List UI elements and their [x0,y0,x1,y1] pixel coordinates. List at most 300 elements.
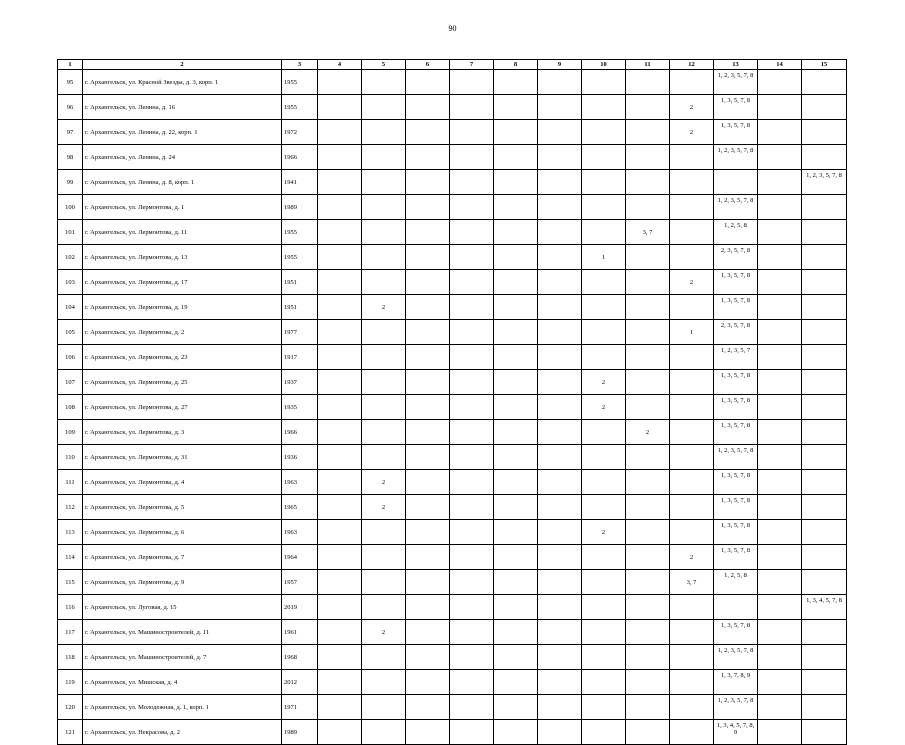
table-cell [538,695,582,720]
table-cell [802,145,847,170]
table-cell [626,695,670,720]
column-header-5: 5 [362,60,406,70]
table-cell: 2 [362,620,406,645]
table-cell: 1, 2, 5, 8 [714,220,758,245]
year-cell: 1955 [282,95,318,120]
table-cell [362,395,406,420]
table-cell: 2 [670,270,714,295]
table-cell [362,570,406,595]
table-cell [758,145,802,170]
row-number-cell: 112 [58,495,83,520]
table-cell [626,520,670,545]
table-header-row [58,60,847,70]
table-cell: 1, 3, 5, 7, 8 [714,545,758,570]
table-row [58,445,847,470]
table-row [58,395,847,420]
table-cell: 1, 2, 3, 5, 7 [714,345,758,370]
table-cell [318,245,362,270]
year-cell: 1951 [282,295,318,320]
table-cell [494,370,538,395]
table-cell: 3, 7 [626,220,670,245]
table-cell [802,420,847,445]
table-cell [626,195,670,220]
table-cell [406,570,450,595]
table-cell [582,120,626,145]
table-cell [626,495,670,520]
table-row [58,495,847,520]
table-cell [450,395,494,420]
table-cell [758,270,802,295]
row-number-cell: 118 [58,645,83,670]
table-cell: 1, 2, 3, 5, 7, 8 [802,170,847,195]
table-cell [802,270,847,295]
table-cell [538,145,582,170]
table-cell [626,470,670,495]
table-cell [318,695,362,720]
row-number-cell: 103 [58,270,83,295]
table-cell [758,670,802,695]
table-cell [670,695,714,720]
table-cell [538,395,582,420]
year-cell: 1941 [282,170,318,195]
table-cell [802,520,847,545]
year-cell: 1963 [282,470,318,495]
table-cell [406,670,450,695]
column-header-8: 8 [494,60,538,70]
table-cell [494,420,538,445]
row-number-cell: 117 [58,620,83,645]
table-cell: 2, 3, 5, 7, 8 [714,320,758,345]
table-row [58,370,847,395]
table-cell [450,670,494,695]
table-cell [758,320,802,345]
table-cell [802,445,847,470]
table-cell: 2 [626,420,670,445]
table-cell [802,495,847,520]
table-cell [494,395,538,420]
table-cell [450,445,494,470]
table-cell [626,645,670,670]
table-cell [670,245,714,270]
table-row [58,720,847,745]
table-cell [758,245,802,270]
table-row [58,570,847,595]
year-cell: 1971 [282,695,318,720]
table-cell [802,70,847,95]
table-cell [670,620,714,645]
table-cell [362,345,406,370]
table-cell [670,670,714,695]
table-cell [494,170,538,195]
table-cell [802,695,847,720]
table-cell [670,145,714,170]
table-cell [406,320,450,345]
table-cell [758,545,802,570]
row-number-cell: 110 [58,445,83,470]
address-cell: г. Архангельск, ул. Машиностроителей, д. 11 [83,620,282,645]
table-cell [802,570,847,595]
table-cell: 1, 2, 3, 5, 7, 8 [714,145,758,170]
table-cell [582,720,626,745]
table-cell [362,695,406,720]
table-cell [362,70,406,95]
table-cell [406,595,450,620]
address-cell: г. Архангельск, ул. Лермонтова, д. 23 [83,345,282,370]
row-number-cell: 104 [58,295,83,320]
row-number-cell: 100 [58,195,83,220]
table-cell [758,595,802,620]
table-cell [670,295,714,320]
table-cell [318,195,362,220]
table-cell [450,320,494,345]
table-cell [582,595,626,620]
table-cell [494,145,538,170]
table-cell [538,195,582,220]
table-cell [758,220,802,245]
table-cell [538,720,582,745]
table-cell: 2 [670,120,714,145]
table-cell [582,195,626,220]
table-cell [670,220,714,245]
table-cell: 1 [582,245,626,270]
table-row [58,170,847,195]
table-cell [450,520,494,545]
table-cell [318,395,362,420]
table-cell [406,445,450,470]
address-cell: г. Архангельск, ул. Лермонтова, д. 9 [83,570,282,595]
table-cell [494,595,538,620]
table-cell [802,395,847,420]
table-cell [362,320,406,345]
table-row [58,220,847,245]
column-header-4: 4 [318,60,362,70]
table-cell [318,370,362,395]
address-cell: г. Архангельск, ул. Лермонтова, д. 13 [83,245,282,270]
table-cell [494,70,538,95]
table-cell [758,120,802,145]
year-cell: 1936 [282,445,318,470]
table-cell [626,570,670,595]
address-cell: г. Архангельск, ул. Мишская, д. 4 [83,670,282,695]
table-cell: 1, 2, 3, 5, 7, 8 [714,645,758,670]
table-cell [450,470,494,495]
table-cell [802,120,847,145]
year-cell: 1966 [282,145,318,170]
address-cell: г. Архангельск, ул. Лермонтова, д. 1 [83,195,282,220]
column-header-13: 13 [714,60,758,70]
table-cell [538,470,582,495]
year-cell: 1937 [282,370,318,395]
year-cell: 2019 [282,595,318,620]
table-cell [626,445,670,470]
row-number-cell: 113 [58,520,83,545]
table-cell [582,420,626,445]
table-cell [362,220,406,245]
table-cell: 1, 2, 3, 5, 7, 8 [714,195,758,220]
table-cell [494,95,538,120]
year-cell: 1965 [282,495,318,520]
table-cell [626,295,670,320]
column-header-10: 10 [582,60,626,70]
address-cell: г. Архангельск, ул. Лермонтова, д. 7 [83,545,282,570]
table-cell [758,695,802,720]
table-cell [582,345,626,370]
table-cell [406,695,450,720]
table-cell [362,445,406,470]
year-cell: 1935 [282,395,318,420]
table-cell [626,620,670,645]
buildings-table [57,59,847,745]
row-number-cell: 98 [58,145,83,170]
row-number-cell: 97 [58,120,83,145]
year-cell: 1955 [282,220,318,245]
table-cell [670,720,714,745]
row-number-cell: 121 [58,720,83,745]
table-cell [450,70,494,95]
table-cell [318,645,362,670]
table-cell [318,220,362,245]
table-cell [450,570,494,595]
table-row [58,470,847,495]
table-cell: 1, 2, 3, 5, 7, 8 [714,695,758,720]
table-cell [670,645,714,670]
table-cell [582,270,626,295]
table-cell [318,545,362,570]
table-cell [802,295,847,320]
table-row [58,420,847,445]
table-cell [362,170,406,195]
table-cell [626,170,670,195]
year-cell: 1955 [282,70,318,95]
table-cell [582,170,626,195]
table-cell [538,445,582,470]
table-cell [406,245,450,270]
table-cell [670,445,714,470]
table-cell [538,70,582,95]
table-cell [494,220,538,245]
table-cell [318,670,362,695]
year-cell: 2012 [282,670,318,695]
table-cell [626,670,670,695]
table-cell [582,445,626,470]
table-row [58,145,847,170]
table-cell [318,470,362,495]
address-cell: г. Архангельск, ул. Лермонтова, д. 5 [83,495,282,520]
table-cell [362,270,406,295]
table-cell [626,145,670,170]
table-cell [318,170,362,195]
table-cell [758,620,802,645]
table-cell [362,595,406,620]
address-cell: г. Архангельск, ул. Лермонтова, д. 6 [83,520,282,545]
table-cell [494,695,538,720]
table-cell [450,295,494,320]
address-cell: г. Архангельск, ул. Ленина, д. 16 [83,95,282,120]
year-cell: 1957 [282,570,318,595]
table-cell [538,495,582,520]
table-cell [538,220,582,245]
address-cell: г. Архангельск, ул. Молодежная, д. 1, корп. 1 [83,695,282,720]
table-cell [494,470,538,495]
table-cell [406,470,450,495]
column-header-2: 2 [83,60,282,70]
table-cell [538,170,582,195]
table-cell [318,95,362,120]
column-header-7: 7 [450,60,494,70]
page-number: 90 [448,24,457,33]
table-cell [758,495,802,520]
table-cell [318,295,362,320]
table-cell [450,245,494,270]
table-cell: 1, 3, 5, 7, 8 [714,620,758,645]
table-cell [406,95,450,120]
table-cell: 1, 3, 5, 7, 8 [714,420,758,445]
table-cell [450,595,494,620]
table-cell [318,420,362,445]
table-cell [758,420,802,445]
table-cell [406,345,450,370]
table-cell: 2 [582,395,626,420]
table-cell [318,495,362,520]
table-cell [626,345,670,370]
table-cell [494,195,538,220]
address-cell: г. Архангельск, ул. Красной Звезды, д. 3, корп. 1 [83,70,282,95]
table-cell [406,520,450,545]
table-cell: 1, 3, 5, 7, 8 [714,270,758,295]
table-body [58,70,847,745]
table-cell [538,95,582,120]
table-row [58,545,847,570]
table-cell [494,445,538,470]
table-cell [494,520,538,545]
year-cell: 1989 [282,195,318,220]
table-cell [714,170,758,195]
table-cell [626,120,670,145]
table-cell [538,570,582,595]
table-cell [758,195,802,220]
table-cell [450,545,494,570]
table-cell [450,170,494,195]
table-cell: 2 [670,545,714,570]
table-cell [362,120,406,145]
table-cell [318,445,362,470]
table-cell [670,195,714,220]
table-cell [802,245,847,270]
table-cell [318,120,362,145]
table-cell [670,345,714,370]
table-cell [802,620,847,645]
address-cell: г. Архангельск, ул. Луговая, д. 15 [83,595,282,620]
table-cell [538,670,582,695]
table-cell [406,495,450,520]
address-cell: г. Архангельск, ул. Лермонтова, д. 4 [83,470,282,495]
table-cell: 1, 3, 5, 7, 8 [714,495,758,520]
table-cell: 1, 3, 5, 7, 8 [714,370,758,395]
row-number-cell: 116 [58,595,83,620]
table-cell [582,695,626,720]
table-cell [670,495,714,520]
row-number-cell: 105 [58,320,83,345]
year-cell: 1966 [282,420,318,445]
column-header-11: 11 [626,60,670,70]
table-cell [670,170,714,195]
table-cell: 2 [362,495,406,520]
table-cell [802,720,847,745]
table-cell: 1, 2, 3, 5, 7, 8 [714,70,758,95]
table-row [58,295,847,320]
table-cell [318,570,362,595]
year-cell: 1977 [282,320,318,345]
table-cell [802,645,847,670]
year-cell: 1961 [282,620,318,645]
year-cell: 1989 [282,720,318,745]
table-cell: 2 [582,520,626,545]
table-cell [802,345,847,370]
table-cell [406,220,450,245]
table-row [58,245,847,270]
table-row [58,270,847,295]
table-row [58,670,847,695]
table-cell: 1, 2, 3, 5, 7, 8 [714,445,758,470]
address-cell: г. Архангельск, ул. Лермонтова, д. 11 [83,220,282,245]
table-cell [494,120,538,145]
table-cell [318,270,362,295]
table-cell [758,570,802,595]
table-cell [318,345,362,370]
table-cell [670,595,714,620]
row-number-cell: 111 [58,470,83,495]
table-cell: 1, 3, 5, 7, 8 [714,120,758,145]
table-row [58,70,847,95]
table-cell [450,420,494,445]
table-cell [450,220,494,245]
table-cell [406,170,450,195]
table-cell [318,145,362,170]
table-cell [714,595,758,620]
table-cell [538,370,582,395]
table-cell [670,395,714,420]
table-cell [582,570,626,595]
table-cell [406,145,450,170]
table-cell [626,395,670,420]
table-cell [318,520,362,545]
table-cell [802,370,847,395]
address-cell: г. Архангельск, ул. Лермонтова, д. 31 [83,445,282,470]
table-cell [758,70,802,95]
column-header-9: 9 [538,60,582,70]
table-cell: 3, 7 [670,570,714,595]
table-cell [758,395,802,420]
table-cell [802,220,847,245]
table-cell [670,420,714,445]
table-cell [406,195,450,220]
table-cell [758,95,802,120]
table-cell [362,670,406,695]
address-cell: г. Архангельск, ул. Ленина, д. 8, корп. 1 [83,170,282,195]
address-cell: г. Архангельск, ул. Лермонтова, д. 25 [83,370,282,395]
address-cell: г. Архангельск, ул. Лермонтова, д. 2 [83,320,282,345]
table-cell [758,470,802,495]
table-cell [406,620,450,645]
table-cell [406,295,450,320]
table-cell: 1, 3, 5, 7, 8 [714,95,758,120]
table-cell [538,120,582,145]
table-cell [670,520,714,545]
table-cell [802,545,847,570]
table-cell [670,370,714,395]
table-cell [538,520,582,545]
table-cell [318,595,362,620]
